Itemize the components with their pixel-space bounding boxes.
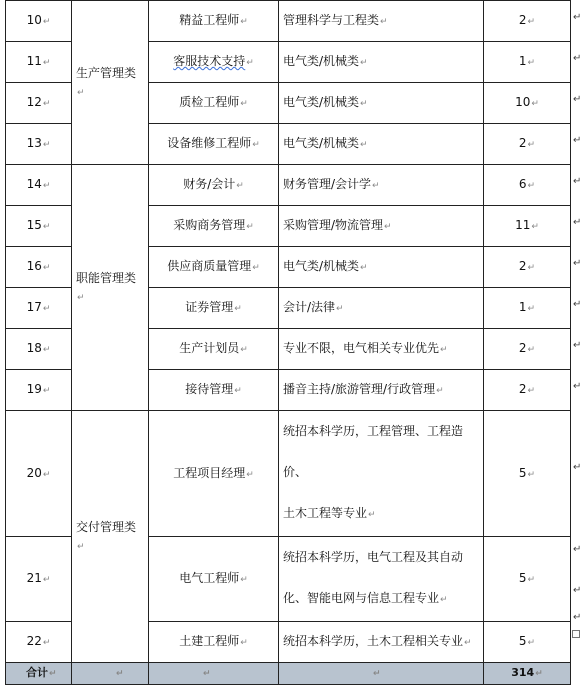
table-resize-handle[interactable] [572, 630, 580, 638]
major-cell: 统招本科学历，工程管理、工程造价、 土木工程等专业↵ [279, 411, 484, 537]
position-cell: 设备维修工程师↵ [149, 124, 279, 165]
major-cell: 电气类/机械类↵ [279, 247, 484, 288]
row-end-mark: ↵ [573, 544, 582, 555]
recruitment-table [5, 0, 571, 685]
major-cell: 统招本科学历，电气工程及其自动 化、智能电网与信息工程专业↵ [279, 537, 484, 622]
count-cell: 5↵ [484, 411, 571, 537]
empty-cell: ↵ [149, 663, 279, 685]
row-number: 18↵ [6, 329, 72, 370]
major-cell: 会计/法律↵ [279, 288, 484, 329]
category-cell: 职能管理类↵ [72, 165, 149, 411]
count-cell: 1↵ [484, 288, 571, 329]
row-end-mark: ↵ [573, 217, 582, 228]
row-end-mark: ↵ [573, 176, 582, 187]
position-cell: 财务/会计↵ [149, 165, 279, 206]
position-cell: 精益工程师↵ [149, 1, 279, 42]
row-number: 10↵ [6, 1, 72, 42]
row-end-mark: ↵ [573, 53, 582, 64]
row-number: 13↵ [6, 124, 72, 165]
row-number: 16↵ [6, 247, 72, 288]
major-cell: 电气类/机械类↵ [279, 83, 484, 124]
position-cell: 客服技术支持↵ [149, 42, 279, 83]
major-cell: 播音主持/旅游管理/行政管理↵ [279, 370, 484, 411]
category-cell: 生产管理类↵ [72, 1, 149, 165]
table-row [6, 411, 571, 537]
table-row [6, 1, 571, 42]
row-end-mark: ↵ [573, 585, 582, 596]
count-cell: 2↵ [484, 247, 571, 288]
major-cell: 电气类/机械类↵ [279, 124, 484, 165]
row-end-mark: ↵ [573, 462, 582, 473]
major-cell: 电气类/机械类↵ [279, 42, 484, 83]
total-row [6, 663, 571, 685]
row-number: 21↵ [6, 537, 72, 622]
position-cell: 接待管理↵ [149, 370, 279, 411]
count-cell: 5↵ [484, 622, 571, 663]
category-cell: 交付管理类↵ [72, 411, 149, 663]
table-row [6, 165, 571, 206]
row-number: 14↵ [6, 165, 72, 206]
row-end-mark: ↵ [573, 299, 582, 310]
major-cell: 管理科学与工程类↵ [279, 1, 484, 42]
count-cell: 1↵ [484, 42, 571, 83]
row-number: 20↵ [6, 411, 72, 537]
position-cell: 采购商务管理↵ [149, 206, 279, 247]
count-cell: 5↵ [484, 537, 571, 622]
row-number: 15↵ [6, 206, 72, 247]
count-cell: 2↵ [484, 370, 571, 411]
position-cell: 土建工程师↵ [149, 622, 279, 663]
position-cell: 工程项目经理↵ [149, 411, 279, 537]
count-cell: 11↵ [484, 206, 571, 247]
row-end-mark: ↵ [573, 12, 582, 23]
count-cell: 10↵ [484, 83, 571, 124]
position-cell: 生产计划员↵ [149, 329, 279, 370]
position-cell: 质检工程师↵ [149, 83, 279, 124]
position-cell: 电气工程师↵ [149, 537, 279, 622]
major-cell: 专业不限，电气相关专业优先↵ [279, 329, 484, 370]
position-cell: 证券管理↵ [149, 288, 279, 329]
count-cell: 2↵ [484, 329, 571, 370]
total-label: 合计↵ [6, 663, 72, 685]
major-cell: 统招本科学历，土木工程相关专业↵ [279, 622, 484, 663]
row-number: 17↵ [6, 288, 72, 329]
empty-cell: ↵ [279, 663, 484, 685]
total-count: 314↵ [484, 663, 571, 685]
count-cell: 2↵ [484, 1, 571, 42]
row-end-mark: ↵ [573, 612, 582, 623]
major-cell: 财务管理/会计学↵ [279, 165, 484, 206]
count-cell: 6↵ [484, 165, 571, 206]
row-end-marks [573, 0, 583, 640]
empty-cell: ↵ [72, 663, 149, 685]
row-number: 19↵ [6, 370, 72, 411]
row-end-mark: ↵ [573, 340, 582, 351]
row-number: 11↵ [6, 42, 72, 83]
row-end-mark: ↵ [573, 258, 582, 269]
row-end-mark: ↵ [573, 135, 582, 146]
major-cell: 采购管理/物流管理↵ [279, 206, 484, 247]
count-cell: 2↵ [484, 124, 571, 165]
row-number: 12↵ [6, 83, 72, 124]
row-end-mark: ↵ [573, 381, 582, 392]
row-end-mark: ↵ [573, 94, 582, 105]
row-number: 22↵ [6, 622, 72, 663]
position-cell: 供应商质量管理↵ [149, 247, 279, 288]
